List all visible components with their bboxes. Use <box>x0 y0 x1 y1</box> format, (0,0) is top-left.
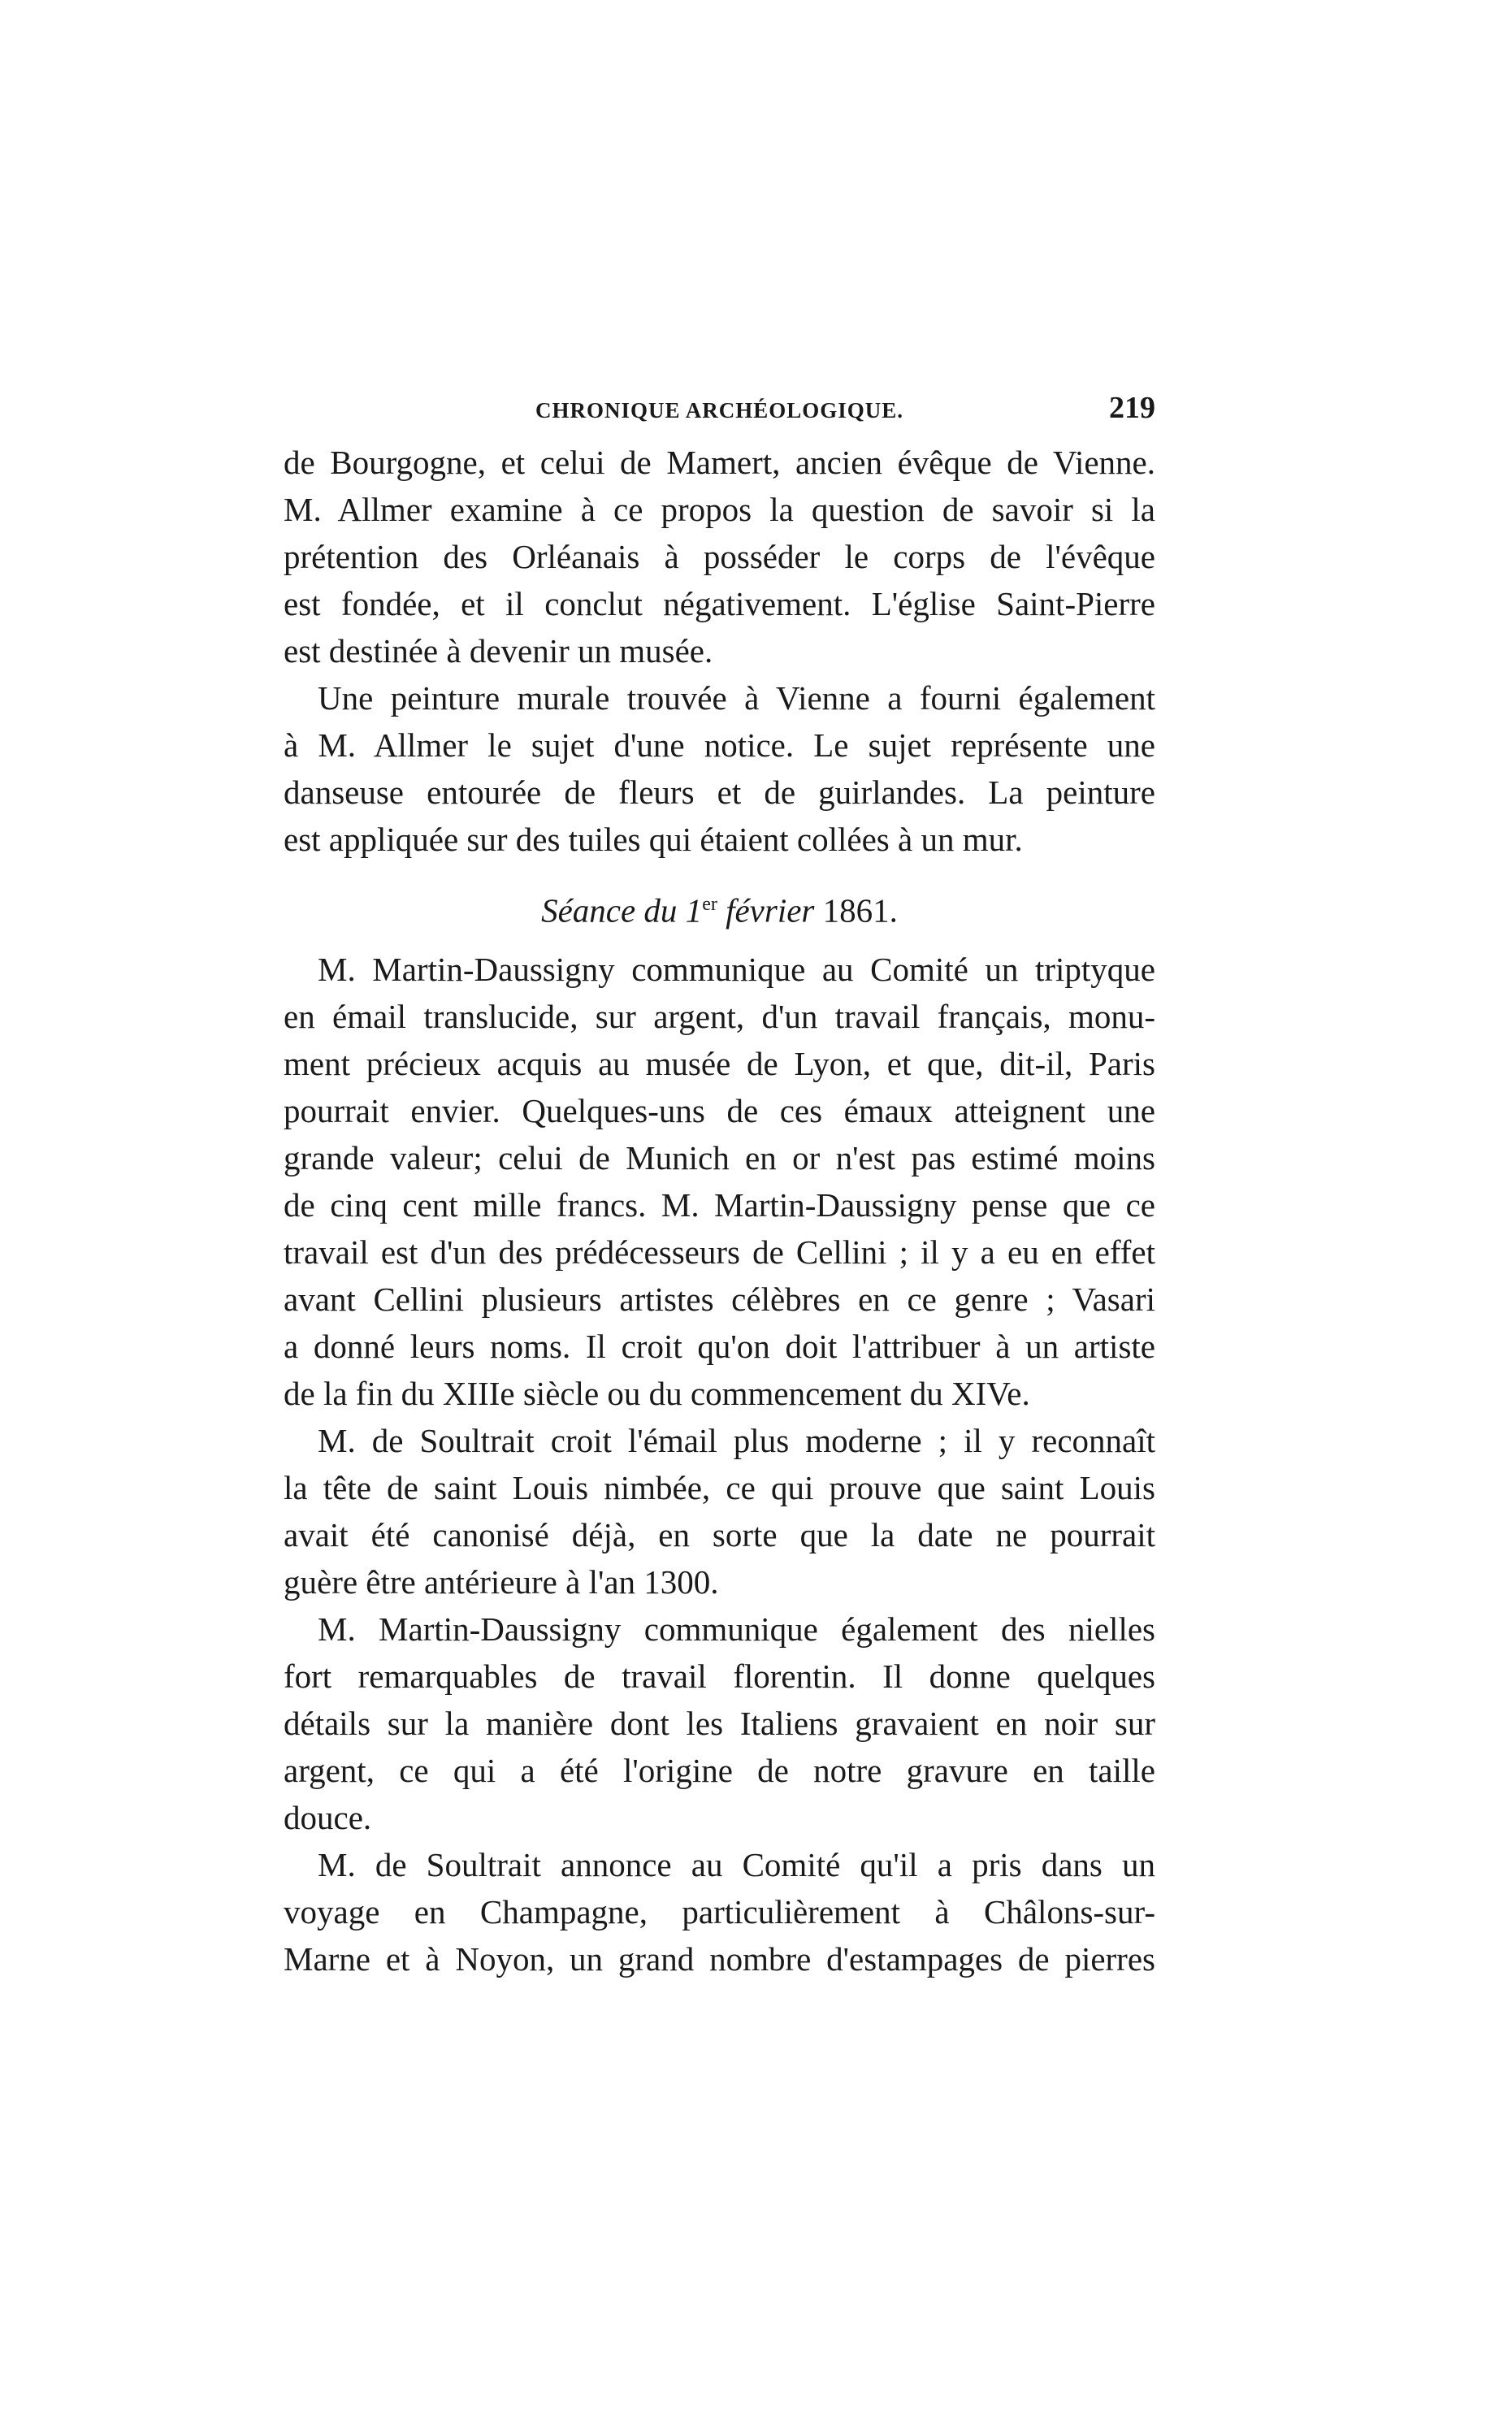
text-line: avant Cellini plusieurs artistes célèbres en ce genre ; Vasari <box>284 1280 1155 1318</box>
heading-sup: er <box>702 894 717 915</box>
text-line: la tête de saint Louis nimbée, ce qui prouve que saint Louis <box>284 1469 1155 1506</box>
text-line: prétention des Orléanais à posséder le corps de l'évêque <box>284 538 1155 575</box>
heading-year: 1861. <box>822 891 898 930</box>
text-line: de Bourgogne, et celui de Mamert, ancien évêque de Vienne. <box>284 444 1155 481</box>
text-line: pourrait envier. Quelques-uns de ces émaux atteignent une <box>284 1092 1155 1129</box>
heading-prefix: Séance du 1 <box>541 891 703 930</box>
paragraph <box>284 674 1155 863</box>
body-text <box>284 439 1155 1982</box>
text-line: M. Martin-Daussigny communique également des nielles <box>318 1610 1155 1648</box>
paragraph <box>284 439 1155 674</box>
text-line: est destinée à devenir un musée. <box>284 632 713 670</box>
text-line: en émail translucide, sur argent, d'un travail français, monu- <box>284 998 1155 1035</box>
text-line: M. de Soultrait croit l'émail plus moderne ; il y reconnaît <box>318 1422 1155 1459</box>
text-line: ment précieux acquis au musée de Lyon, et que, dit-il, Paris <box>284 1045 1155 1082</box>
text-line: M. Allmer examine à ce propos la question de savoir si la <box>284 491 1155 528</box>
text-line: guère être antérieure à l'an 1300. <box>284 1563 719 1601</box>
text-line: danseuse entourée de fleurs et de guirlandes. La peinture <box>284 774 1155 811</box>
text-line: M. de Soultrait annonce au Comité qu'il a pris dans un <box>318 1846 1155 1883</box>
page-header <box>284 390 1155 431</box>
text-line: voyage en Champagne, particulièrement à Châlons-sur- <box>284 1893 1155 1930</box>
text-line: est appliquée sur des tuiles qui étaient collées à un mur. <box>284 821 1023 858</box>
paragraph <box>284 1841 1155 1982</box>
text-line: de la fin du XIIIe siècle ou du commencement du XIVe. <box>284 1375 1030 1412</box>
text-line: de cinq cent mille francs. M. Martin-Daussigny pense que ce <box>284 1186 1155 1224</box>
running-title: CHRONIQUE ARCHÉOLOGIQUE. <box>535 398 904 422</box>
session-heading <box>284 881 1155 928</box>
text-line: travail est d'un des prédécesseurs de Cellini ; il y a eu en effet <box>284 1233 1155 1271</box>
text-line: détails sur la manière dont les Italiens gravaient en noir sur <box>284 1705 1155 1742</box>
text-line: Une peinture murale trouvée à Vienne a fourni également <box>318 679 1155 717</box>
text-line: est fondée, et il conclut négativement. L'église Saint-Pierre <box>284 585 1155 622</box>
paragraph <box>284 1606 1155 1841</box>
paragraph <box>284 946 1155 1417</box>
text-line: a donné leurs noms. Il croit qu'on doit l'attribuer à un artiste <box>284 1328 1155 1365</box>
text-line: avait été canonisé déjà, en sorte que la date ne pourrait <box>284 1516 1155 1554</box>
text-line: grande valeur; celui de Munich en or n'est pas estimé moins <box>284 1139 1155 1176</box>
text-line: fort remarquables de travail florentin. Il donne quelques <box>284 1658 1155 1695</box>
text-line: douce. <box>284 1799 372 1836</box>
text-line: M. Martin-Daussigny communique au Comité un triptyque <box>318 951 1155 988</box>
page-number: 219 <box>1109 391 1155 425</box>
text-line: Marne et à Noyon, un grand nombre d'estampages de pierres <box>284 1940 1155 1978</box>
heading-middle: février <box>717 891 823 930</box>
paragraph <box>284 1417 1155 1606</box>
text-line: argent, ce qui a été l'origine de notre gravure en taille <box>284 1752 1155 1789</box>
text-line: à M. Allmer le sujet d'une notice. Le sujet représente une <box>284 726 1155 764</box>
